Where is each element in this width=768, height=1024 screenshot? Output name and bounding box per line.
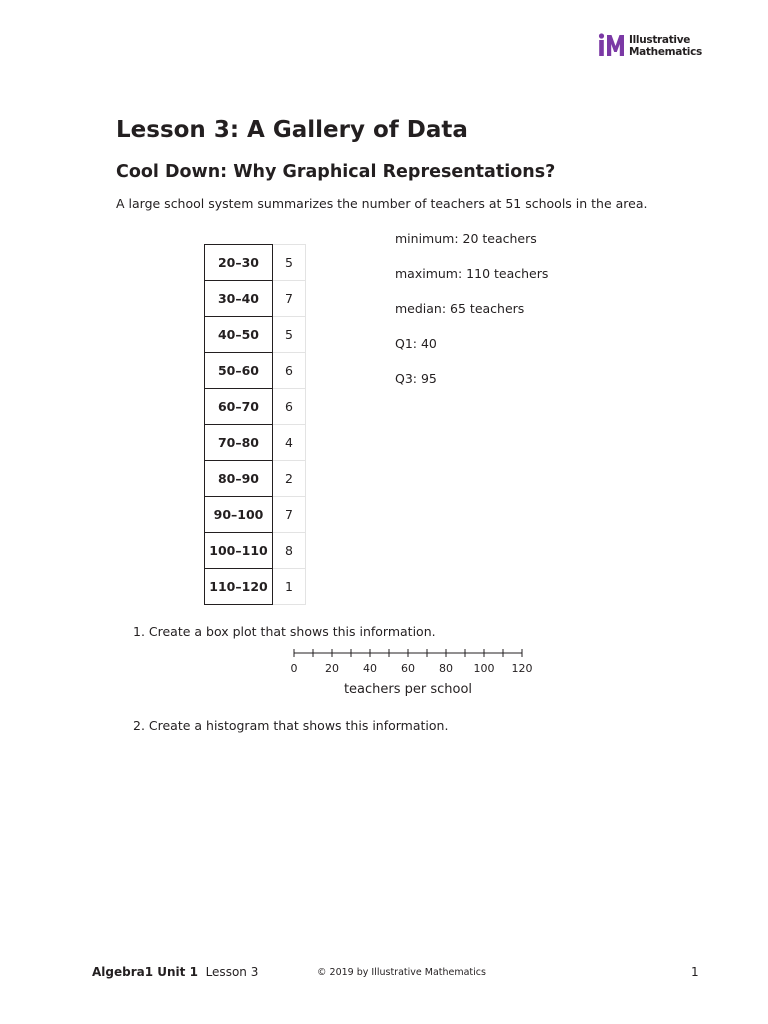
table-row <box>205 461 306 497</box>
count-cell: 1 <box>273 569 306 605</box>
im-logo-icon <box>598 33 626 57</box>
count-cell: 2 <box>273 461 306 497</box>
cool-down-title: Cool Down: Why Graphical Representations? <box>116 162 556 182</box>
question-1: 1. Create a box plot that shows this information. <box>133 624 436 639</box>
footer-copyright: © 2019 by Illustrative Mathematics <box>317 967 486 978</box>
count-cell: 6 <box>273 389 306 425</box>
summary-stats <box>395 231 548 406</box>
range-cell: 20–30 <box>205 245 273 281</box>
tick-label: 20 <box>325 662 339 675</box>
logo <box>598 33 708 59</box>
count-cell: 7 <box>273 497 306 533</box>
count-cell: 8 <box>273 533 306 569</box>
tick-label: 120 <box>511 662 533 675</box>
range-cell: 70–80 <box>205 425 273 461</box>
table-row <box>205 497 306 533</box>
range-cell: 80–90 <box>205 461 273 497</box>
count-cell: 7 <box>273 281 306 317</box>
question-2: 2. Create a histogram that shows this information. <box>133 718 449 733</box>
table-row <box>205 425 306 461</box>
count-cell: 5 <box>273 317 306 353</box>
logo-line-1: Illustrative <box>629 34 691 46</box>
axis-label: teachers per school <box>343 682 473 697</box>
table-row <box>205 245 306 281</box>
number-line <box>280 645 550 701</box>
stat-maximum: maximum: 110 teachers <box>395 266 549 281</box>
table-row <box>205 389 306 425</box>
range-cell: 110–120 <box>205 569 273 605</box>
range-cell: 90–100 <box>205 497 273 533</box>
logo-line-2: Mathematics <box>629 46 702 58</box>
table-row <box>205 569 306 605</box>
stat-q1: Q1: 40 <box>395 336 437 351</box>
intro-text: A large school system summarizes the number of teachers at 51 schools in the area. <box>116 196 648 211</box>
tick-label: 60 <box>401 662 415 675</box>
stat-q3: Q3: 95 <box>395 371 437 386</box>
tick-label: 80 <box>439 662 453 675</box>
count-cell: 4 <box>273 425 306 461</box>
stat-median: median: 65 teachers <box>395 301 525 316</box>
page-number: 1 <box>691 965 699 979</box>
stat-minimum: minimum: 20 teachers <box>395 231 537 246</box>
range-cell: 40–50 <box>205 317 273 353</box>
frequency-table <box>204 244 306 605</box>
tick-label: 0 <box>290 662 298 675</box>
table-row <box>205 353 306 389</box>
range-cell: 30–40 <box>205 281 273 317</box>
range-cell: 50–60 <box>205 353 273 389</box>
table-row <box>205 281 306 317</box>
footer-course-name: Algebra1 Unit 1 <box>92 965 198 979</box>
count-cell: 5 <box>273 245 306 281</box>
footer-lesson: Lesson 3 <box>205 965 259 979</box>
count-cell: 6 <box>273 353 306 389</box>
table-row <box>205 533 306 569</box>
range-cell: 100–110 <box>205 533 273 569</box>
table-row <box>205 317 306 353</box>
tick-label: 40 <box>363 662 377 675</box>
lesson-title: Lesson 3: A Gallery of Data <box>116 117 468 143</box>
logo-wordmark <box>629 34 702 58</box>
footer-course <box>92 965 258 979</box>
range-cell: 60–70 <box>205 389 273 425</box>
tick-label: 100 <box>473 662 495 675</box>
